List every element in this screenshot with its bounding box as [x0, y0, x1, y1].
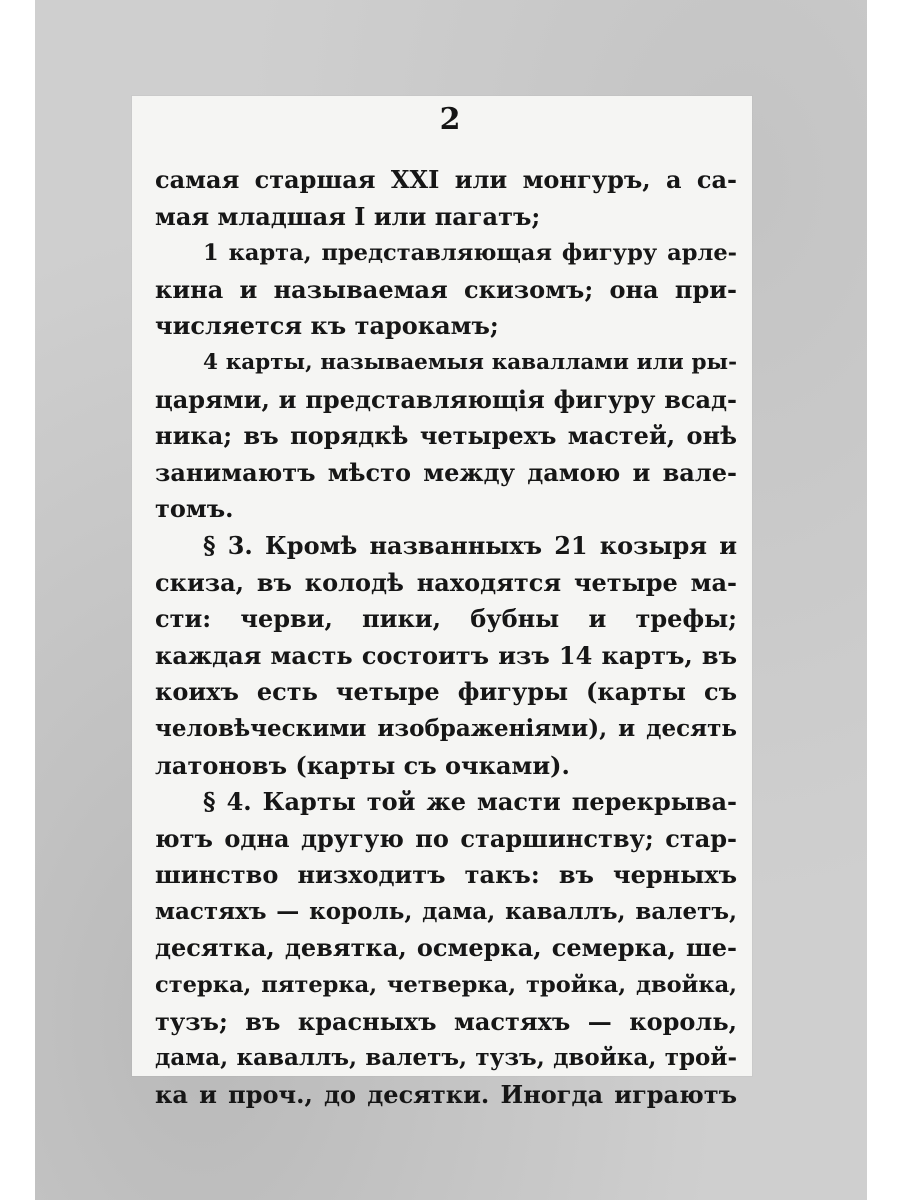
- body-text: [155, 162, 737, 1113]
- text-line: каждая масть состоитъ изъ 14 картъ, въ: [155, 640, 737, 670]
- text-line: коихъ есть четыре фигуры (карты съ: [155, 677, 737, 707]
- text-line: тузъ; въ красныхъ мастяхъ — король,: [155, 1006, 737, 1036]
- text-line: шинство низходитъ такъ: въ черныхъ: [155, 860, 737, 890]
- text-line: томъ.: [155, 494, 234, 524]
- text-line: занимаютъ мѣсто между дамою и вале-: [155, 457, 737, 487]
- text-line: числяется къ тарокамъ;: [155, 311, 499, 341]
- text-line: § 3. Кромѣ названныхъ 21 козыря и: [203, 530, 737, 560]
- text-line: дама, каваллъ, валетъ, тузъ, двойка, трой-: [155, 1044, 737, 1072]
- text-line: самая старшая XXI или монгуръ, а са-: [155, 165, 737, 194]
- text-line: ка и проч., до десятки. Иногда играютъ: [155, 1079, 737, 1109]
- page-number: 2: [439, 102, 461, 137]
- text-line: ютъ одна другую по старшинству; стар-: [155, 823, 737, 853]
- text-line: мастяхъ — король, дама, каваллъ, валетъ,: [155, 897, 737, 925]
- text-line: человѣческими изображеніями), и десять: [155, 714, 737, 742]
- text-line: скиза, въ колодѣ находятся четыре ма-: [155, 567, 737, 597]
- text-line: латоновъ (карты съ очками).: [155, 750, 570, 780]
- text-line: 1 карта, представляющая фигуру арле-: [203, 240, 737, 267]
- text-line: стерка, пятерка, четверка, тройка, двойка,: [155, 972, 737, 999]
- text-line: сти: черви, пики, бубны и трефы;: [155, 604, 737, 634]
- text-line: § 4. Карты той же масти перекрыва-: [203, 787, 737, 817]
- text-line: 4 карты, называемыя каваллами или ры-: [203, 349, 737, 375]
- text-line: десятка, девятка, осмерка, семерка, ше-: [155, 933, 737, 963]
- text-line: ника; въ порядкѣ четырехъ мастей, онѣ: [155, 421, 737, 451]
- text-line: царями, и представляющія фигуру всад-: [155, 384, 737, 414]
- text-line: кина и называемая скизомъ; она при-: [155, 274, 737, 304]
- text-line: мая младшая I или пагатъ;: [155, 201, 541, 231]
